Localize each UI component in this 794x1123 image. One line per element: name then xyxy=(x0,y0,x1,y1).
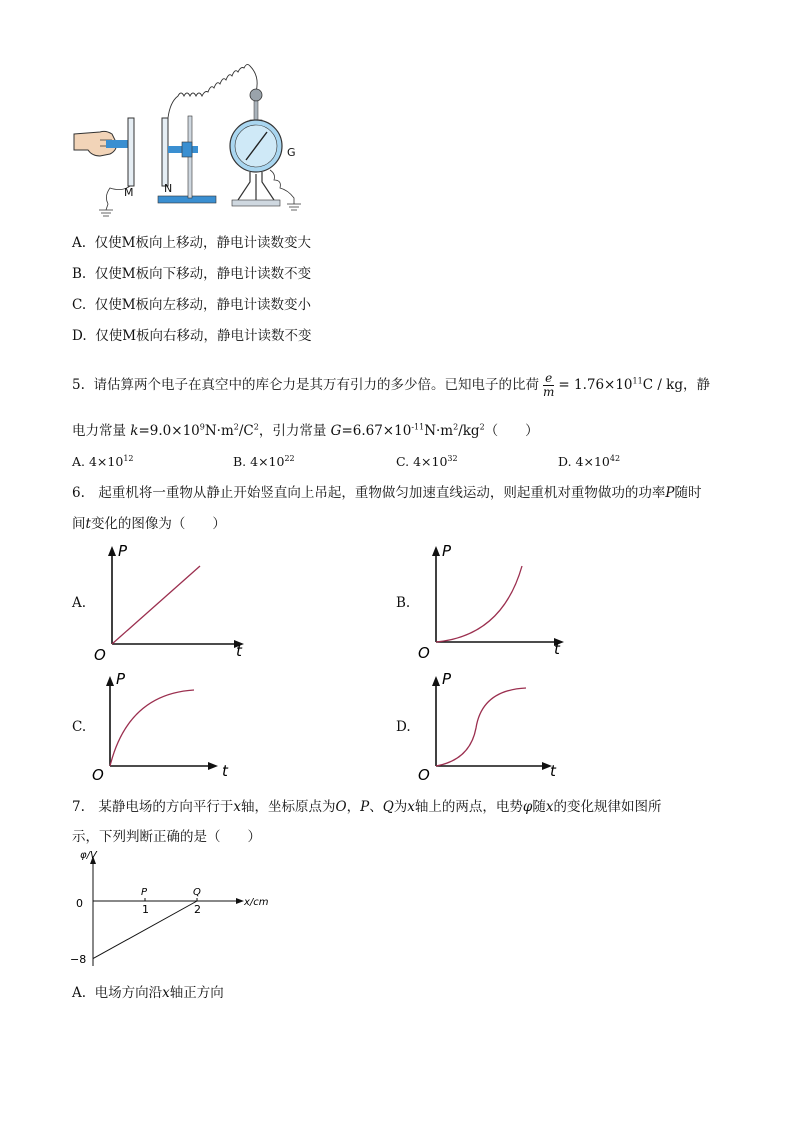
q6-graph-b-y-label: P xyxy=(442,542,452,560)
q6-graph-b-origin: O xyxy=(418,644,430,662)
q5-option-a: A. $4\times 10^{12}$ xyxy=(72,453,134,469)
q6-graph-d-curve xyxy=(436,688,526,766)
q6-graph-d-origin: O xyxy=(418,766,430,784)
q6-graph-b-x-label: t xyxy=(554,640,560,658)
q5-fraction: $\frac{e}{m}$ xyxy=(542,371,555,399)
q6-graph-c xyxy=(88,664,258,786)
q6-graph-a xyxy=(88,536,258,664)
q7-stem-line2: 示，下列判断正确的是（ ） xyxy=(72,829,261,845)
q6-graph-d-label: D. xyxy=(396,719,411,735)
q7-y-axis-label: φ/V xyxy=(80,850,97,861)
q7-stem-line1: 7. 某静电场的方向平行于x轴，坐标原点为O，P、Q为x轴上的两点，电势φ随x的变化规律如图所 xyxy=(72,799,662,815)
label-n: N xyxy=(164,182,173,195)
m-plate xyxy=(128,118,134,186)
q7-x-axis-label: x/cm xyxy=(244,897,269,908)
q7-y-tick-0: 0 xyxy=(76,897,83,910)
q5-stem-line1: 5. 请估算两个电子在真空中的库仑力是其万有引力的多少倍。已知电子的比荷 $\frac{e}{m}$ = $1.76\times 10^{11}C$ / kg，静 xyxy=(72,371,711,399)
q6-stem-line1: 6. 起重机将一重物从静止开始竖直向上吊起，重物做匀加速直线运动，则起重机对重物做功的功率P随时 xyxy=(72,485,702,501)
q5-option-c: C. $4\times 10^{32}$ xyxy=(396,453,458,469)
q6-graph-c-x-label: t xyxy=(222,762,228,780)
q7-potential-chart xyxy=(70,850,290,970)
q6-graph-a-y-label: P xyxy=(118,542,128,560)
q4-option-a: A. 仅使M板向上移动，静电计读数变大 xyxy=(72,235,311,251)
q6-graph-a-curve xyxy=(112,566,200,644)
q6-graph-a-x-label: t xyxy=(236,642,242,660)
q7-point-label-p: P xyxy=(141,887,148,898)
q7-y-tick-minus8: −8 xyxy=(70,953,87,966)
q4-option-b: B. 仅使M板向下移动，静电计读数不变 xyxy=(72,266,312,282)
q7-x-tick-label-1: 1 xyxy=(142,903,149,916)
label-g: G xyxy=(287,146,296,159)
q7-x-tick-label-2: 2 xyxy=(194,903,201,916)
q6-graph-b xyxy=(412,536,582,664)
q4-option-c: C. 仅使M板向左移动，静电计读数变小 xyxy=(72,297,312,313)
q6-graph-c-y-label: P xyxy=(116,670,126,688)
n-plate xyxy=(162,118,168,186)
m-plate-handle xyxy=(106,140,130,148)
label-m: M xyxy=(124,186,134,199)
q6-graph-a-label: A. xyxy=(72,595,87,611)
q6-graph-d-y-label: P xyxy=(442,670,452,688)
q4-option-d: D. 仅使M板向右移动，静电计读数不变 xyxy=(72,328,312,344)
coil-wire xyxy=(168,64,257,118)
q6-graph-c-curve xyxy=(110,690,194,766)
electroscope-figure xyxy=(70,62,310,220)
q6-graph-b-curve xyxy=(436,566,522,642)
q6-graph-a-origin: O xyxy=(94,646,106,664)
stand-base xyxy=(158,196,216,203)
q5-option-b: B. $4\times 10^{22}$ xyxy=(233,453,295,469)
q5-stem-line2: 电力常量 $k=9.0\times 10^9N\cdot m^2/C^2$，引力常量 $G=6.67\times 10^{-11}N\cdot m^2/kg^2$（ ） xyxy=(72,422,539,439)
q7-point-label-q: Q xyxy=(193,887,201,898)
q6-stem-line2: 间t变化的图像为（ ） xyxy=(72,516,226,532)
q7-option-a: A. 电场方向沿x轴正方向 xyxy=(72,985,224,1001)
q6-graph-c-label: C. xyxy=(72,719,87,735)
q6-graph-d xyxy=(412,664,582,786)
q6-graph-c-origin: O xyxy=(92,766,104,784)
q6-graph-d-x-label: t xyxy=(550,762,556,780)
q6-graph-b-label: B. xyxy=(396,595,411,611)
electroscope-knob xyxy=(250,89,262,101)
q5-option-d: D. $4\times 10^{42}$ xyxy=(558,453,621,469)
